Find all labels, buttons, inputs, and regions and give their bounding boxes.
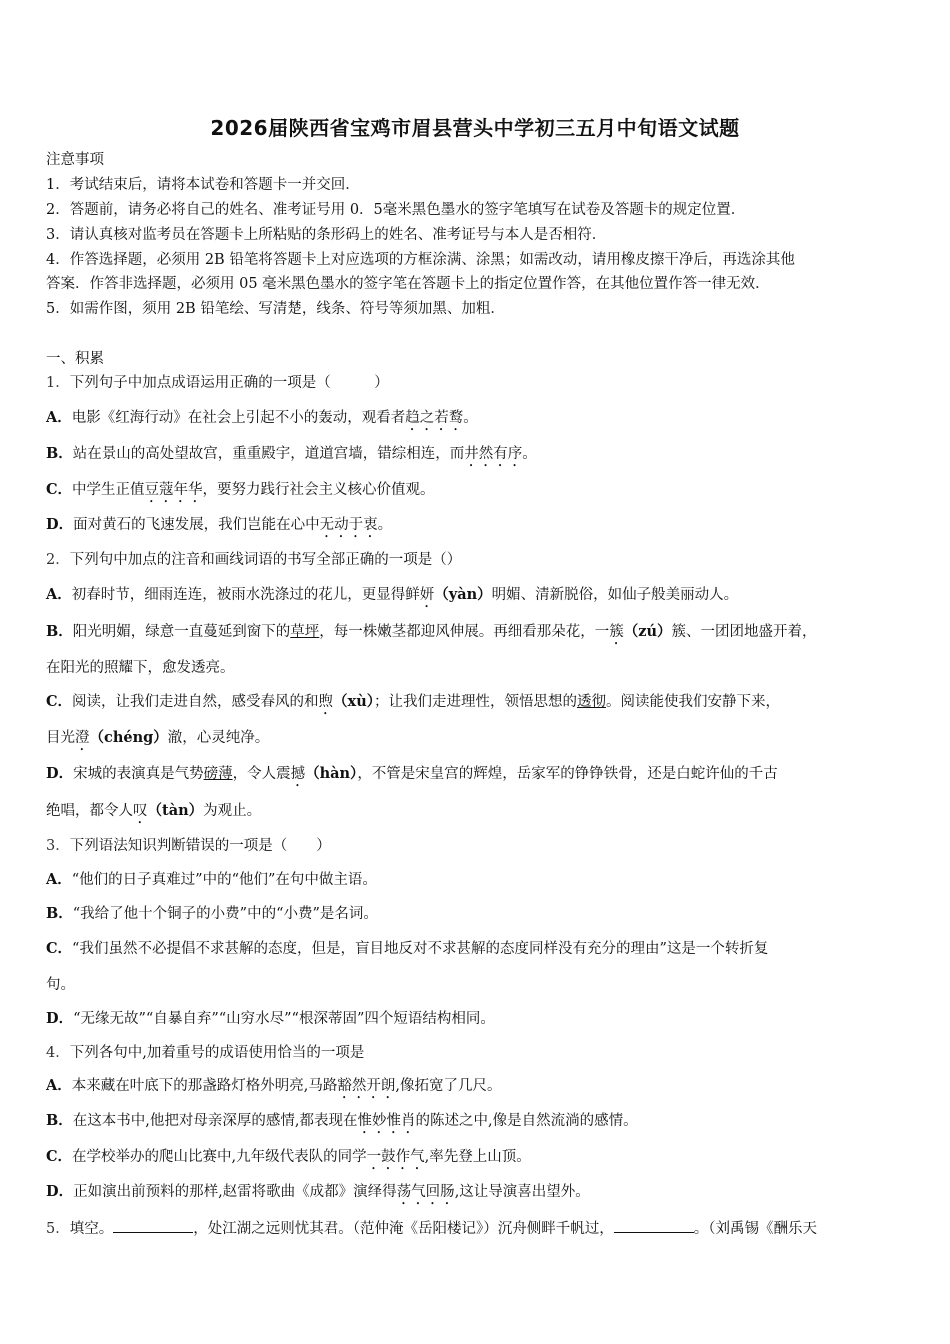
option-label: D． xyxy=(46,516,74,533)
dotted-character: 叹 xyxy=(133,803,148,819)
emphasized-idiom: 一鼓作气 xyxy=(366,1149,425,1165)
emphasized-idiom: 惟妙惟肖 xyxy=(357,1113,416,1129)
dotted-character: 簇 xyxy=(609,624,624,640)
q1-option-d[interactable]: D．面对黄石的飞速发展，我们岂能在心中无动于衷。 xyxy=(46,516,393,533)
option-label: D． xyxy=(46,765,74,782)
notice-item: 3．请认真核对监考员在答题卡上所粘贴的条形码上的姓名、准考证号与本人是否相符． xyxy=(46,227,607,243)
emphasized-idiom: 豁然开朗 xyxy=(337,1078,396,1094)
pinyin: （hàn） xyxy=(305,765,358,782)
pinyin: （chéng） xyxy=(89,729,168,746)
notice-item: 5．如需作图，须用 2B 铅笔绘、写清楚，线条、符号等须加黑、加粗． xyxy=(46,301,505,317)
q2-option-c-continued: 目光澄（chéng）澈，心灵纯净。 xyxy=(46,729,270,746)
option-label: C． xyxy=(46,481,73,498)
question-text: 下列语法知识判断错误的一项是（ ） xyxy=(69,838,331,854)
option-label: D． xyxy=(46,1010,74,1027)
question-2-stem xyxy=(46,550,910,570)
q1-option-a[interactable]: A．电影《红海行动》在社会上引起不小的轰动，观看者趋之若鹜。 xyxy=(46,409,478,426)
emphasized-idiom: 趋之若鹜 xyxy=(405,410,464,426)
option-label: B． xyxy=(46,1112,73,1129)
fill-blank[interactable] xyxy=(113,1218,193,1233)
notice-item: 4．作答选择题，必须用 2B 铅笔将答题卡上对应选项的方框涂满、涂黑；如需改动，请用橡皮擦干净后，再选涂其他 xyxy=(46,252,795,268)
emphasized-idiom: 豆蔻年华 xyxy=(144,482,203,498)
question-number: 2． xyxy=(46,552,70,568)
question-text: 下列各句中,加着重号的成语使用恰当的一项是 xyxy=(69,1045,365,1061)
fill-blank[interactable] xyxy=(614,1218,694,1233)
q2-option-b[interactable]: B．阳光明媚，绿意一直蔓延到窗下的草坪，每一株嫩茎都迎风伸展。再细看那朵花，一簇（zú）簇、一团团地盛开着， xyxy=(46,623,817,640)
option-label: C． xyxy=(46,940,73,957)
q2-option-c[interactable]: C．阅读，让我们走进自然，感受春风的和煦（xù）；让我们走进理性，领悟思想的透彻。阅读能使我们安静下来， xyxy=(46,693,780,710)
pinyin: （zú） xyxy=(623,623,672,640)
option-label: A． xyxy=(46,1077,72,1094)
question-text: 下列句子中加点成语运用正确的一项是（ ） xyxy=(69,375,389,391)
underlined-word: 磅薄 xyxy=(203,766,233,782)
q1-option-b[interactable]: B．站在景山的高处望故宫，重重殿宇，道道宫墙，错综相连，而井然有序。 xyxy=(46,445,537,462)
q3-option-a[interactable]: A．“他们的日子真难过”中的“他们”在句中做主语。 xyxy=(46,871,377,888)
option-label: C． xyxy=(46,693,73,710)
q2-option-a[interactable]: A．初春时节，细雨连连，被雨水洗涤过的花儿，更显得鲜妍（yàn）明媚、清新脱俗，如仙子般美丽动人。 xyxy=(46,586,739,603)
dotted-character: 撼 xyxy=(290,766,306,782)
notice-item: 1．考试结束后，请将本试卷和答题卡一并交回． xyxy=(46,177,360,193)
question-4-stem xyxy=(46,1043,910,1063)
question-1-stem xyxy=(46,373,910,393)
pinyin: （xù） xyxy=(333,693,374,710)
option-label: A． xyxy=(46,409,72,426)
question-text: 下列句中加点的注音和画线词语的书写全部正确的一项是（） xyxy=(69,552,462,568)
q4-option-c[interactable]: C．在学校举办的爬山比赛中,九年级代表队的同学一鼓作气,率先登上山顶。 xyxy=(46,1148,531,1165)
emphasized-idiom: 荡气回肠 xyxy=(396,1184,455,1200)
question-3-stem xyxy=(46,836,910,856)
dotted-character: 妍 xyxy=(419,587,435,603)
option-label: C． xyxy=(46,1148,73,1165)
question-5: 5．填空。 ，处江湖之远则忧其君。（范仲淹《岳阳楼记》）沉舟侧畔千帆过， 。（刘禹锡《酬乐天 xyxy=(46,1218,920,1239)
option-label: A． xyxy=(46,586,72,603)
dotted-character: 煦 xyxy=(318,694,334,710)
option-label: B． xyxy=(46,905,73,922)
option-label: D． xyxy=(46,1183,74,1200)
q2-option-b-continued: 在阳光的照耀下，愈发透亮。 xyxy=(46,660,235,676)
q3-option-c[interactable]: C．“我们虽然不必提倡不求甚解的态度，但是，盲目地反对不求甚解的态度同样没有充分的理由”这是一个转折复 xyxy=(46,940,769,957)
notice-item: 答案．作答非选择题，必须用 05 毫米黑色墨水的签字笔在答题卡上的指定位置作答，在其他位置作答一律无效． xyxy=(46,276,770,292)
underlined-word: 草坪 xyxy=(290,624,320,640)
pinyin: （yàn） xyxy=(434,586,492,603)
q4-option-a[interactable]: A．本来藏在叶底下的那盏路灯格外明亮,马路豁然开朗,像拓宽了几尺。 xyxy=(46,1077,502,1094)
emphasized-idiom: 井然有序 xyxy=(464,446,523,462)
notice-heading: 注意事项 xyxy=(46,152,104,168)
exam-title: 2026届陕西省宝鸡市眉县营头中学初三五月中旬语文试题 xyxy=(210,116,740,140)
dotted-character: 澄 xyxy=(75,730,90,746)
emphasized-idiom: 无动于衷 xyxy=(319,517,378,533)
option-label: A． xyxy=(46,871,72,888)
q3-option-d[interactable]: D．“无缘无故”“自暴自弃”“山穷水尽”“根深蒂固”四个短语结构相同。 xyxy=(46,1010,495,1027)
question-number: 5． xyxy=(46,1221,70,1237)
q3-option-c-continued: 句。 xyxy=(46,977,75,993)
q4-option-b[interactable]: B．在这本书中,他把对母亲深厚的感情,都表现在惟妙惟肖的陈述之中,像是自然流淌的感情。 xyxy=(46,1112,638,1129)
q2-option-d-continued: 绝唱，都令人叹（tàn）为观止。 xyxy=(46,802,262,819)
notice-item: 2．答题前，请务必将自己的姓名、准考证号用 0．5毫米黑色墨水的签字笔填写在试卷及答题卡的规定位置． xyxy=(46,202,746,218)
question-number: 4． xyxy=(46,1045,70,1061)
option-label: B． xyxy=(46,623,73,640)
pinyin: （tàn） xyxy=(147,802,204,819)
underlined-word: 透彻 xyxy=(576,694,606,710)
section-heading: 一、积累 xyxy=(46,351,104,367)
q3-option-b[interactable]: B．“我给了他十个铜子的小费”中的“小费”是名词。 xyxy=(46,905,378,922)
q4-option-d[interactable]: D．正如演出前预料的那样,赵雷将歌曲《成都》演绎得荡气回肠,这让导演喜出望外。 xyxy=(46,1183,590,1200)
option-label: B． xyxy=(46,445,73,462)
question-number: 3． xyxy=(46,838,70,854)
question-number: 1． xyxy=(46,375,70,391)
q1-option-c[interactable]: C．中学生正值豆蔻年华，要努力践行社会主义核心价值观。 xyxy=(46,481,435,498)
q2-option-d[interactable]: D．宋城的表演真是气势磅薄，令人震撼（hàn），不管是宋皇宫的辉煌，岳家军的铮铮铁骨，还是白蛇许仙的千古 xyxy=(46,765,778,782)
